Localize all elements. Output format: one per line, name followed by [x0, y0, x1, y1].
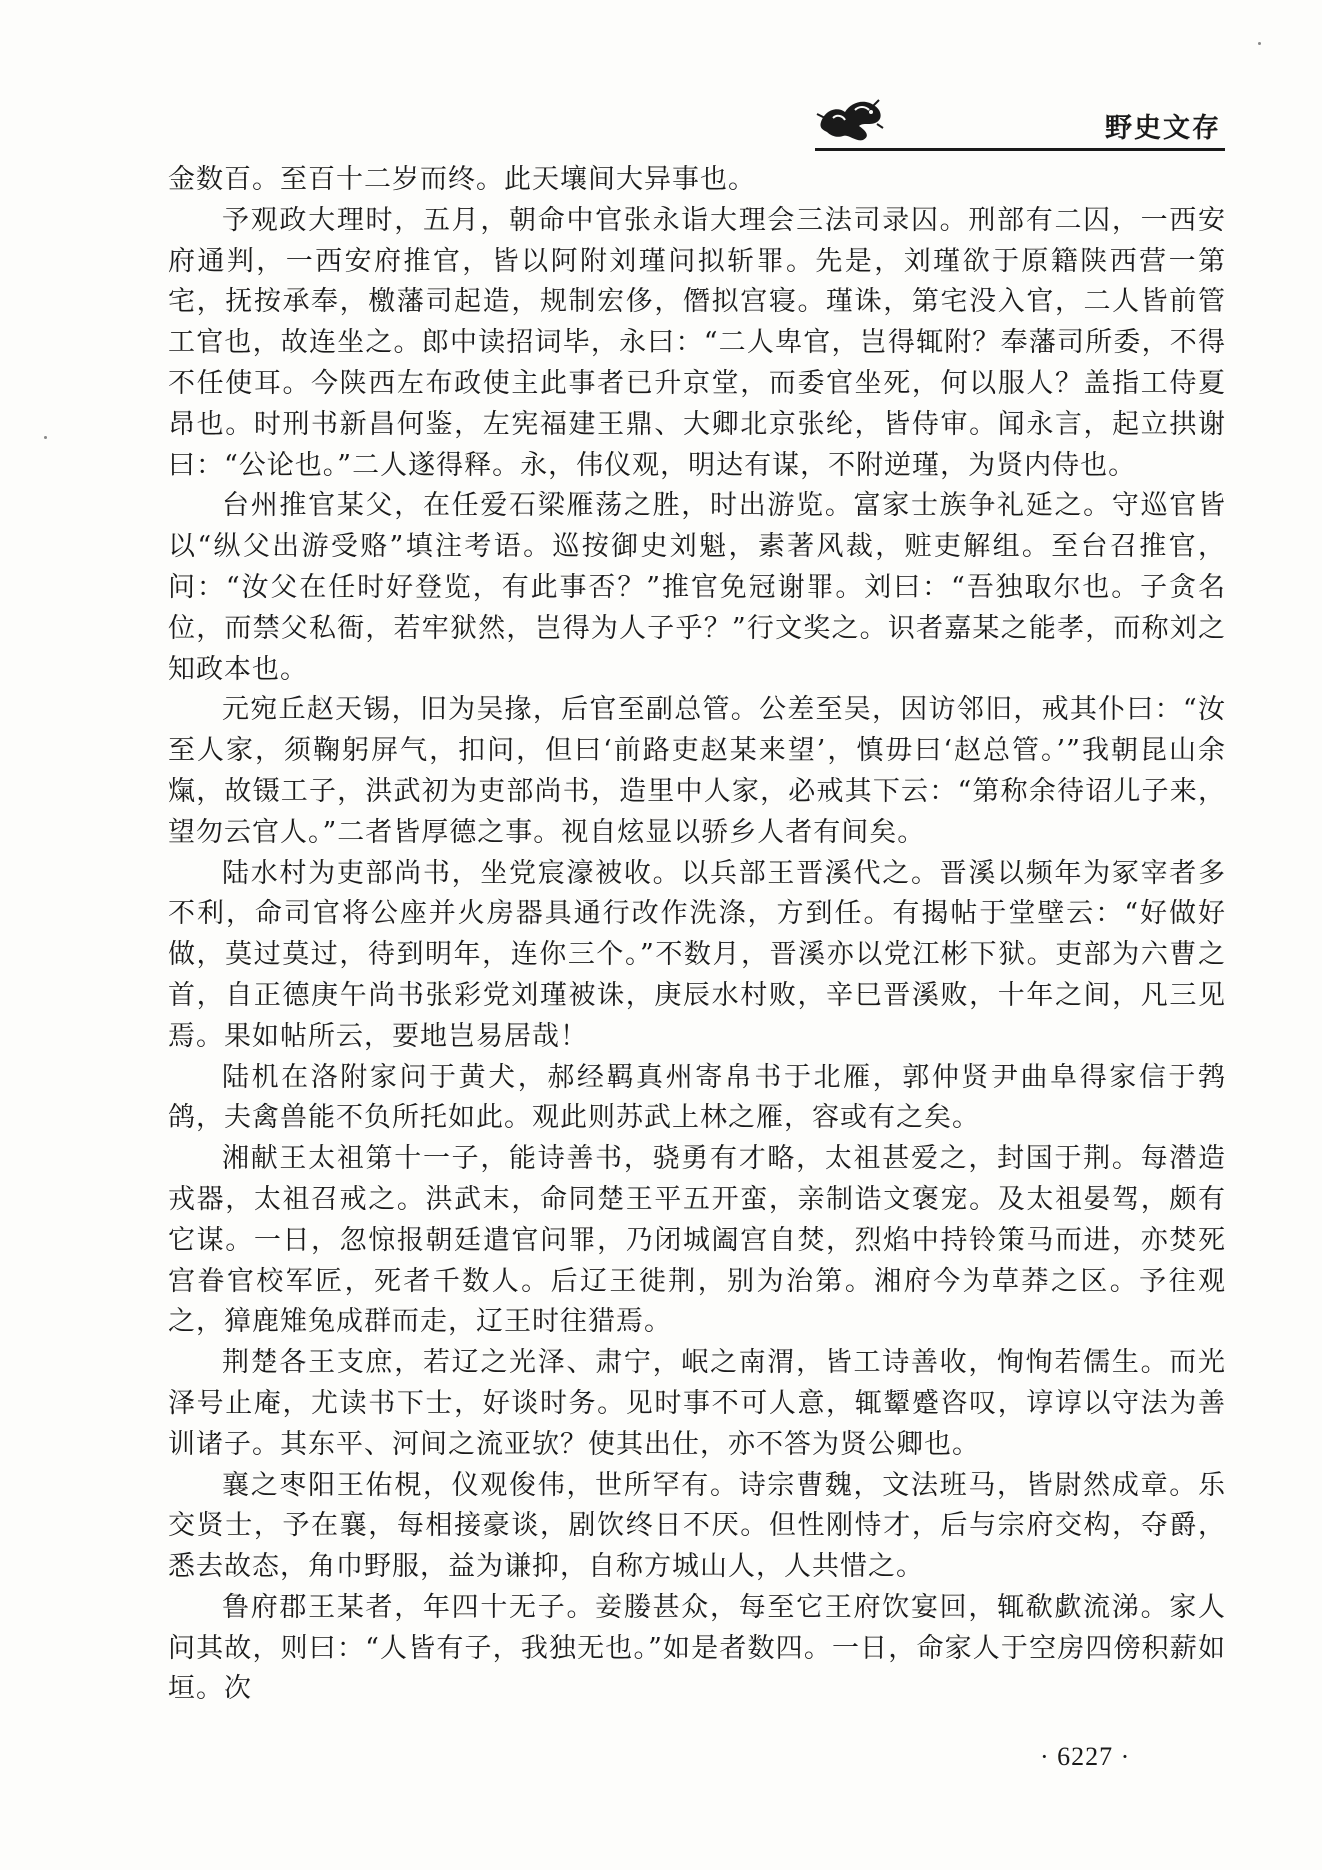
dragon-icon	[815, 92, 887, 144]
scan-speck	[44, 436, 47, 439]
paragraph: 湘献王太祖第十一子，能诗善书，骁勇有才略，太祖甚爱之，封国于荆。每潜造戎器，太祖召戒之。洪武末，命同楚王平五开蛮，亲制诰文褒宠。及太祖晏驾，颇有它谋。一日，忽惊报朝廷遣官问罪，乃闭城阖宫自焚，烈焰中持铃策马而进，亦焚死宫眷官校军匠，死者千数人。后辽王徙荆，别为治第。湘府今为草莽之区。予往观之，獐鹿雉兔成群而走，辽王时往猎焉。	[168, 1143, 1226, 1338]
paragraph: 金数百。至百十二岁而终。此天壤间大异事也。	[168, 164, 756, 195]
paragraph: 予观政大理时，五月，朝命中官张永诣大理会三法司录囚。刑部有二囚，一西安府通判，一西安府推官，皆以阿附刘瑾问拟斩罪。先是，刘瑾欲于原籍陕西营一第宅，抚按承奉，檄藩司起造，规制宏侈，僭拟宫寝。瑾诛，第宅没入官，二人皆前管工官也，故连坐之。郎中读招词毕，永曰：“二人卑官，岂得辄附？奉藩司所委，不得不任使耳。今陕西左布政使主此事者已升京堂，而委官坐死，何以服人？盖指工侍夏昂也。时刑书新昌何鉴，左宪福建王鼎、大卿北京张纶，皆侍审。闻永言，起立拱谢曰：“公论也。”二人遂得释。永，伟仪观，明达有谋，不附逆瑾，为贤内侍也。	[168, 204, 1226, 481]
paragraph: 鲁府郡王某者，年四十无子。妾媵甚众，每至它王府饮宴回，辄欷歔流涕。家人问其故，则曰：“人皆有子，我独无也。”如是者数四。一日，命家人于空房四傍积薪如垣。次	[168, 1591, 1226, 1705]
scan-speck	[1258, 42, 1261, 45]
running-header	[805, 88, 1225, 160]
paragraph: 荆楚各王支庶，若辽之光泽、肃宁，岷之南渭，皆工诗善收，恂恂若儒生。而光泽号止庵，尤读书下士，好谈时务。见时事不可人意，辄颦蹙咨叹，谆谆以守法为善训诸子。其东平、河间之流亚欤？使其出仕，亦不答为贤公卿也。	[168, 1347, 1226, 1460]
page-number: · 6227 ·	[1040, 1742, 1131, 1771]
paragraph: 台州推官某父，在任爱石梁雁荡之胜，时出游览。富家士族争礼延之。守巡官皆以“纵父出游受赂”填注考语。巡按御史刘魁，素著风裁，赃吏解组。至台召推官，问：“汝父在任时好登览，有此事否？”推官免冠谢罪。刘曰：“吾独取尔也。子贪名位，而禁父私衙，若牢狱然，岂得为人子乎？”行文奖之。识者嘉某之能孝，而称刘之知政本也。	[168, 490, 1226, 685]
paragraph: 陆水村为吏部尚书，坐党宸濠被收。以兵部王晋溪代之。晋溪以频年为冢宰者多不利，命司官将公座并火房器具通行改作洗涤，方到任。有揭帖于堂壁云：“好做好做，莫过莫过，待到明年，连你三个。”不数月，晋溪亦以党江彬下狱。吏部为六曹之首，自正德庚午尚书张彩党刘瑾被诛，庚辰水村败，辛巳晋溪败，十年之间，凡三见焉。果如帖所云，要地岂易居哉！	[168, 857, 1226, 1052]
paragraph: 襄之枣阳王佑梘，仪观俊伟，世所罕有。诗宗曹魏，文法班马，皆尉然成章。乐交贤士，予在襄，每相接豪谈，剧饮终日不厌。但性刚恃才，后与宗府交构，夺爵，悉去故态，角巾野服，益为谦抑，自称方城山人，人共惜之。	[168, 1469, 1226, 1583]
header-title: 野史文存	[1105, 113, 1221, 144]
article-body	[168, 160, 1226, 1710]
paragraph: 陆机在洛附家问于黄犬，郝经羁真州寄帛书于北雁，郭仲贤尹曲阜得家信于鹁鸽，夫禽兽能不负所托如此。观此则苏武上林之雁，容或有之矣。	[168, 1061, 1226, 1134]
paragraph: 元宛丘赵天锡，旧为吴掾，后官至副总管。公差至吴，因访邻旧，戒其仆曰：“汝至人家，须鞠躬屏气，扣问，但曰‘前路吏赵某来望’，慎毋曰‘赵总管。’”我朝昆山余熂，故镊工子，洪武初为吏部尚书，造里中人家，必戒其下云：“第称余待诏儿子来，望勿云官人。”二者皆厚德之事。视自炫显以骄乡人者有间矣。	[168, 694, 1226, 848]
header-rule	[815, 148, 1225, 151]
